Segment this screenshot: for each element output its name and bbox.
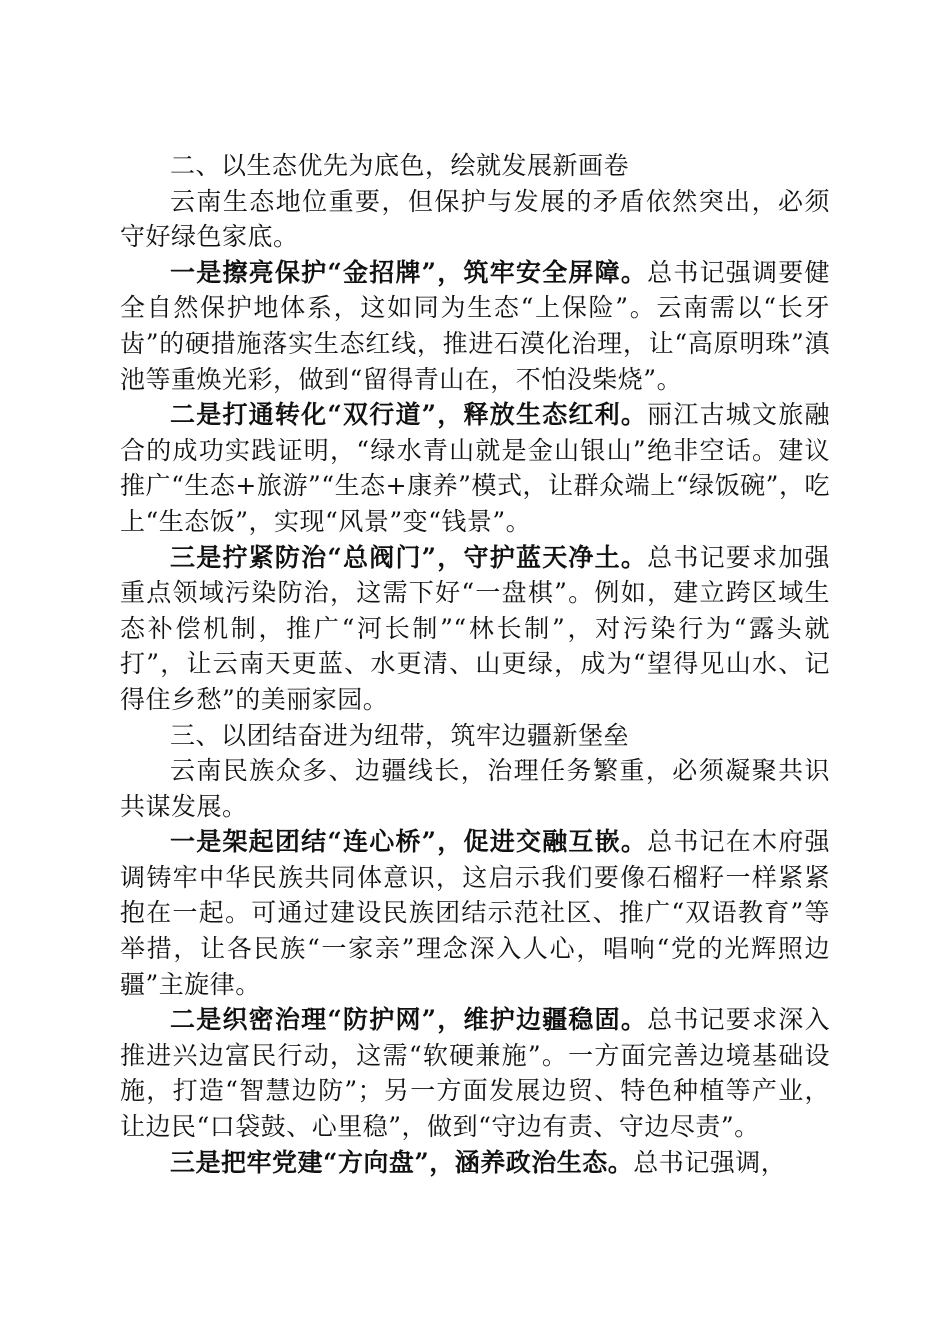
- paragraph-lead: 三是拧紧防治“总阀门”，守护蓝天净土。: [170, 542, 648, 572]
- section-intro: 云南民族众多、边疆线长，治理任务繁重，必须凝聚共识共谋发展。: [120, 756, 830, 821]
- document-page: [120, 148, 830, 1180]
- section-heading: 二、以生态优先为底色，绘就发展新画卷: [170, 151, 630, 180]
- paragraph-lead: 一是擦亮保护“金招牌”，筑牢安全屏障。: [170, 257, 648, 287]
- paragraph-lead: 二是织密治理“防护网”，维护边疆稳固。: [170, 1005, 648, 1035]
- section-unity: [120, 718, 830, 1181]
- paragraph-text: 丽江古城文旅融合的成功实践证明，“绿水青山就是金山银山”绝非空话。建议推广“生态+旅游”“生态+康养”模式，让群众端上“绿饭碗”，吃上“生态饭”，实现“风景”变“钱景”。: [120, 400, 830, 536]
- paragraph-lead: 一是架起团结“连心桥”，促进交融互嵌。: [170, 827, 648, 857]
- paragraph: [120, 255, 830, 397]
- section-heading: 三、以团结奋进为纽带，筑牢边疆新堡垒: [170, 720, 630, 750]
- paragraph-lead: 二是打通转化“双行道”，释放生态红利。: [170, 400, 648, 430]
- paragraph-lead: 三是把牢党建“方向盘”，涵养政治生态。: [170, 1147, 634, 1177]
- paragraph: [120, 824, 830, 1002]
- section-ecology: [120, 148, 830, 718]
- paragraph-text: 总书记要求加强重点领域污染防治，这需下好“一盘棋”。例如，建立跨区域生态补偿机制，推广“河长制”“林长制”，对污染行为“露头就打”，让云南天更蓝、水更清、山更绿，成为“望得见山水、记得住乡愁”的美丽家园。: [120, 542, 830, 714]
- paragraph: [120, 1002, 830, 1144]
- paragraph: [120, 397, 830, 539]
- paragraph: [120, 540, 830, 718]
- paragraph: [120, 1145, 830, 1181]
- paragraph-text: 总书记强调要健全自然保护地体系，这如同为生态“上保险”。云南需以“长牙齿”的硬措施落实生态红线，推进石漠化治理，让“高原明珠”滇池等重焕光彩，做到“留得青山在，不怕没柴烧”。: [120, 257, 830, 394]
- paragraph-text: 总书记强调，: [633, 1147, 787, 1177]
- section-intro: 云南生态地位重要，但保护与发展的矛盾依然突出，必须守好绿色家底。: [120, 186, 830, 252]
- paragraph-text: 总书记在木府强调铸牢中华民族共同体意识，这启示我们要像石榴籽一样紧紧抱在一起。可通过建设民族团结示范社区、推广“双语教育”等举措，让各民族“一家亲”理念深入人心，唱响“党的光辉照边疆”主旋律。: [120, 827, 830, 999]
- paragraph-text: 总书记要求深入推进兴边富民行动，这需“软硬兼施”。一方面完善边境基础设施，打造“智慧边防”；另一方面发展边贸、特色种植等产业，让边民“口袋鼓、心里稳”，做到“守边有责、守边尽责”。: [120, 1005, 830, 1142]
